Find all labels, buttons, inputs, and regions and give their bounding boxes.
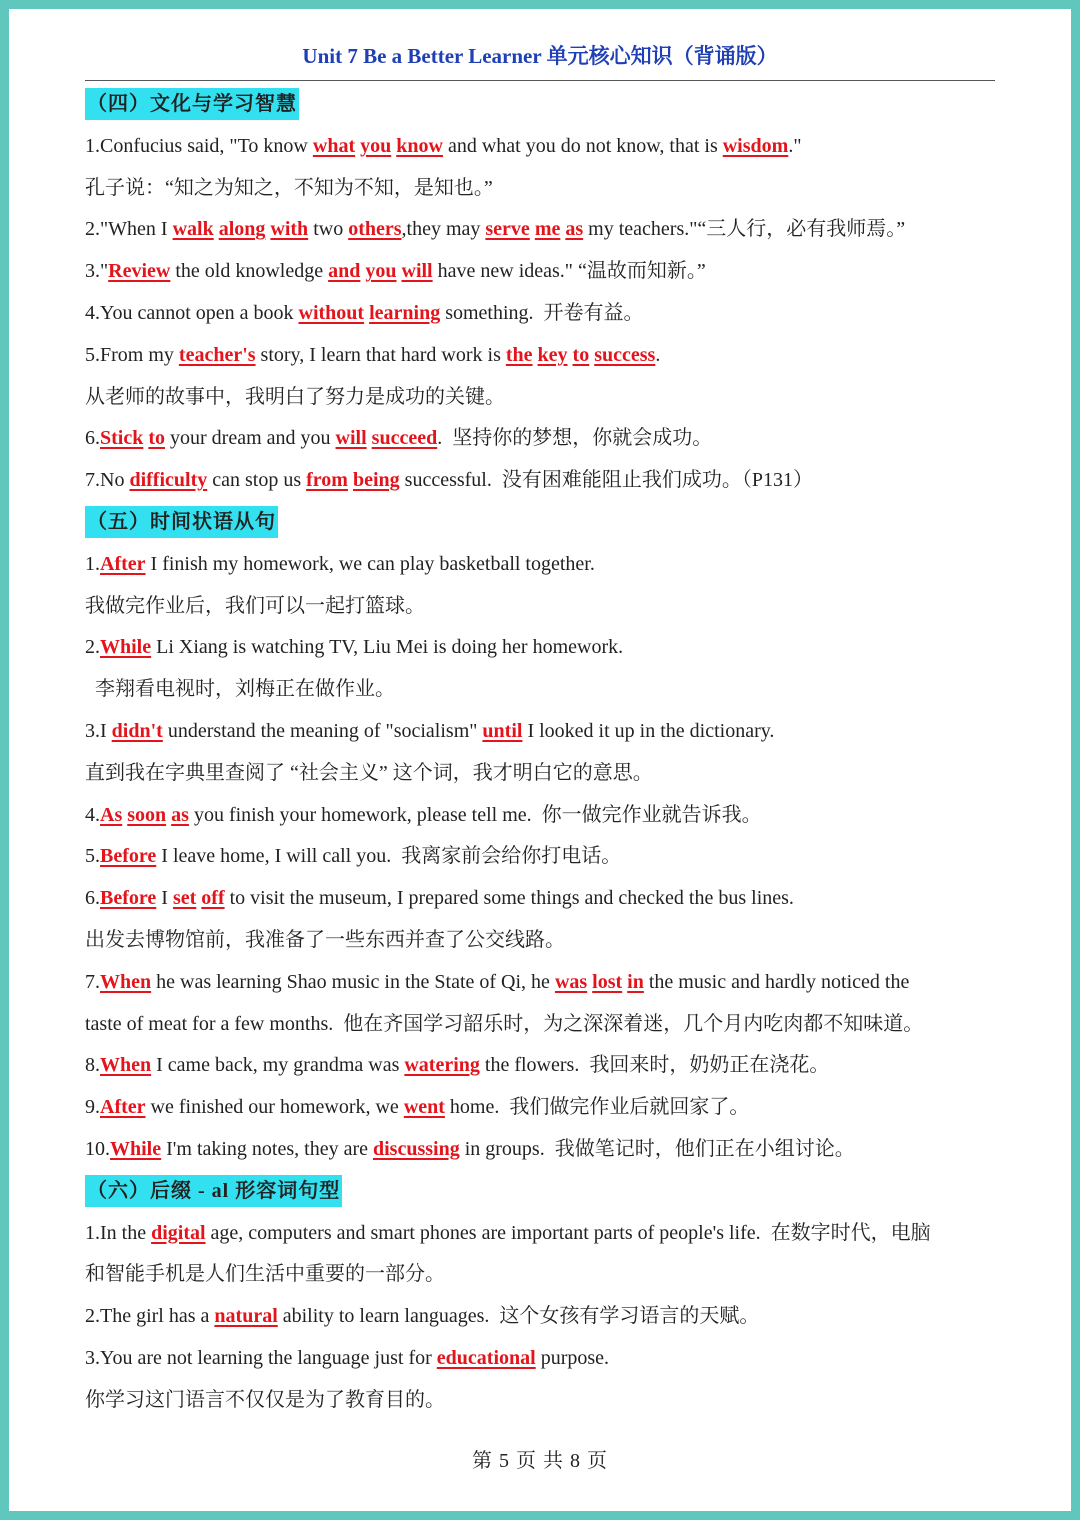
key-phrase: you bbox=[365, 260, 397, 283]
key-phrase: know bbox=[396, 134, 443, 157]
text-run: 4.You cannot open a book bbox=[85, 301, 299, 324]
key-phrase: to bbox=[148, 427, 166, 450]
text-run: have new ideas." “温故而知新。” bbox=[432, 260, 706, 283]
text-run: the old knowledge bbox=[170, 260, 329, 283]
text-run: successful. 没有困难能阻止我们成功。（P131） bbox=[399, 469, 813, 492]
key-phrase: discussing bbox=[373, 1137, 460, 1160]
text-line bbox=[85, 627, 1000, 669]
text-run: 5. bbox=[85, 845, 100, 868]
text-run: 6. bbox=[85, 887, 100, 910]
text-run: to visit the museum, I prepared some things and checked the bus lines. bbox=[224, 887, 794, 910]
text-run: 1. bbox=[85, 552, 100, 575]
key-phrase: watering bbox=[404, 1054, 480, 1077]
text-line bbox=[85, 126, 1000, 168]
key-phrase: what bbox=[312, 134, 356, 157]
text-run: I finish my homework, we can play basketball together. bbox=[145, 552, 595, 575]
key-phrase: While bbox=[110, 1137, 162, 1160]
key-phrase: serve bbox=[485, 218, 530, 241]
text-line bbox=[85, 1129, 1000, 1171]
text-line bbox=[85, 878, 1000, 920]
text-line bbox=[85, 836, 1000, 878]
key-phrase: along bbox=[218, 218, 266, 241]
key-phrase: went bbox=[403, 1096, 445, 1119]
text-run: 3.I bbox=[85, 719, 112, 742]
key-phrase: without bbox=[298, 301, 365, 324]
text-run: 2. bbox=[85, 636, 100, 659]
text-run: Li Xiang is watching TV, Liu Mei is doing her homework. bbox=[151, 636, 624, 659]
key-phrase: being bbox=[352, 469, 400, 492]
text-line bbox=[85, 962, 1000, 1004]
text-line bbox=[85, 418, 1000, 460]
text-run: 2.The girl has a bbox=[85, 1305, 215, 1328]
key-phrase: didn't bbox=[111, 719, 163, 742]
text-run: two bbox=[308, 218, 349, 241]
key-phrase: While bbox=[100, 636, 152, 659]
text-run: 9. bbox=[85, 1096, 100, 1119]
key-phrase: Before bbox=[100, 887, 157, 910]
text-run: I came back, my grandma was bbox=[151, 1054, 405, 1077]
key-phrase: until bbox=[482, 719, 523, 742]
key-phrase: After bbox=[100, 1096, 146, 1119]
text-run: age, computers and smart phones are important parts of people's life. 在数字时代，电脑 bbox=[205, 1221, 931, 1244]
text-line bbox=[85, 335, 1000, 377]
text-run: 孔子说：“知之为知之，不知为不知，是知也。” bbox=[85, 176, 493, 199]
text-line bbox=[85, 209, 1000, 251]
header-divider bbox=[85, 80, 995, 81]
section-heading: （五）时间状语从句 bbox=[85, 506, 278, 538]
text-line bbox=[85, 377, 1000, 419]
text-run: in groups. 我做笔记时，他们正在小组讨论。 bbox=[459, 1137, 855, 1160]
key-phrase: to bbox=[572, 343, 590, 366]
key-phrase: educational bbox=[436, 1346, 536, 1369]
page-header-title: Unit 7 Be a Better Learner 单元核心知识（背诵版） bbox=[302, 44, 778, 68]
key-phrase: teacher's bbox=[178, 343, 256, 366]
key-phrase: wisdom bbox=[722, 134, 789, 157]
text-run: 从老师的故事中，我明白了努力是成功的关键。 bbox=[85, 385, 505, 408]
text-line bbox=[85, 251, 1000, 293]
text-line bbox=[85, 586, 1000, 628]
key-phrase: the bbox=[505, 343, 533, 366]
text-run: your dream and you bbox=[165, 427, 336, 450]
text-line bbox=[85, 920, 1000, 962]
section-heading-row bbox=[85, 84, 1000, 126]
text-line bbox=[85, 1045, 1000, 1087]
section-heading: （四）文化与学习智慧 bbox=[85, 88, 299, 120]
text-line bbox=[85, 669, 1000, 711]
text-run: the flowers. 我回来时，奶奶正在浇花。 bbox=[479, 1054, 830, 1077]
key-phrase: success bbox=[594, 343, 656, 366]
key-phrase: as bbox=[565, 218, 584, 241]
key-phrase: digital bbox=[151, 1221, 206, 1244]
text-run: purpose. bbox=[535, 1346, 610, 1369]
document-body bbox=[85, 84, 1000, 1422]
key-phrase: Before bbox=[100, 845, 157, 868]
text-run: 2."When I bbox=[85, 218, 173, 241]
key-phrase: off bbox=[201, 887, 225, 910]
text-run: taste of meat for a few months. 他在齐国学习韶乐时，为之深深着迷，几个月内吃肉都不知味道。 bbox=[85, 1012, 924, 1035]
key-phrase: Stick bbox=[100, 427, 144, 450]
key-phrase: soon bbox=[127, 803, 167, 826]
key-phrase: will bbox=[401, 260, 433, 283]
text-run: ." bbox=[788, 134, 802, 157]
key-phrase: in bbox=[627, 970, 644, 993]
key-phrase: natural bbox=[214, 1305, 278, 1328]
text-run: we finished our homework, we bbox=[145, 1096, 404, 1119]
text-run: 你学习这门语言不仅仅是为了教育目的。 bbox=[85, 1388, 445, 1411]
section-heading-row bbox=[85, 1171, 1000, 1213]
text-line bbox=[85, 1380, 1000, 1422]
text-line bbox=[85, 1087, 1000, 1129]
text-run: something. 开卷有益。 bbox=[440, 301, 644, 324]
key-phrase: When bbox=[100, 1054, 152, 1077]
text-line bbox=[85, 1004, 1000, 1046]
text-run: 直到我在字典里查阅了 “社会主义” 这个词，我才明白它的意思。 bbox=[85, 761, 653, 784]
text-run: 7.No bbox=[85, 469, 130, 492]
text-line bbox=[85, 1338, 1000, 1380]
key-phrase: When bbox=[100, 970, 152, 993]
text-run: 李翔看电视时，刘梅正在做作业。 bbox=[85, 678, 395, 701]
key-phrase: set bbox=[172, 887, 197, 910]
text-run: 4. bbox=[85, 803, 100, 826]
text-run: 7. bbox=[85, 970, 100, 993]
key-phrase: succeed bbox=[371, 427, 438, 450]
section-heading: （六）后缀 - al 形容词句型 bbox=[85, 1175, 342, 1207]
text-run: 出发去博物馆前，我准备了一些东西并查了公交线路。 bbox=[85, 928, 565, 951]
key-phrase: others bbox=[348, 218, 402, 241]
key-phrase: and bbox=[328, 260, 361, 283]
text-run: can stop us bbox=[207, 469, 307, 492]
key-phrase: difficulty bbox=[129, 469, 208, 492]
text-run: home. 我们做完作业后就回家了。 bbox=[444, 1096, 750, 1119]
key-phrase: Review bbox=[108, 260, 171, 283]
text-run: . bbox=[655, 343, 661, 366]
text-run: 和智能手机是人们生活中重要的一部分。 bbox=[85, 1263, 445, 1286]
text-run: I looked it up in the dictionary. bbox=[522, 719, 775, 742]
text-line bbox=[85, 293, 1000, 335]
key-phrase: walk bbox=[172, 218, 214, 241]
text-run: 1.In the bbox=[85, 1221, 152, 1244]
key-phrase: will bbox=[335, 427, 367, 450]
text-run: 5.From my bbox=[85, 343, 179, 366]
text-run: understand the meaning of "socialism" bbox=[162, 719, 483, 742]
text-line bbox=[85, 795, 1000, 837]
text-run: my teachers."“三人行，必有我师焉。” bbox=[583, 218, 906, 241]
text-line bbox=[85, 1296, 1000, 1338]
text-run: the music and hardly noticed the bbox=[643, 970, 910, 993]
key-phrase: After bbox=[100, 552, 146, 575]
key-phrase: lost bbox=[592, 970, 623, 993]
text-line bbox=[85, 753, 1000, 795]
key-phrase: as bbox=[171, 803, 189, 826]
section-heading-row bbox=[85, 502, 1000, 544]
text-run: 8. bbox=[85, 1054, 100, 1077]
text-run: ability to learn languages. 这个女孩有学习语言的天赋。 bbox=[277, 1305, 760, 1328]
text-run: I leave home, I will call you. 我离家前会给你打电话。 bbox=[156, 845, 622, 868]
text-run: ,they may bbox=[401, 218, 486, 241]
text-run: 我做完作业后，我们可以一起打篮球。 bbox=[85, 594, 425, 617]
text-run: 3.You are not learning the language just for bbox=[85, 1346, 437, 1369]
text-run: . 坚持你的梦想，你就会成功。 bbox=[437, 427, 713, 450]
text-line bbox=[85, 460, 1000, 502]
text-line bbox=[85, 1254, 1000, 1296]
key-phrase: was bbox=[554, 970, 588, 993]
key-phrase: learning bbox=[369, 301, 441, 324]
key-phrase: me bbox=[534, 218, 561, 241]
text-run: and what you do not know, that is bbox=[442, 134, 723, 157]
text-run: 1.Confucius said, "To know bbox=[85, 134, 313, 157]
key-phrase: from bbox=[306, 469, 348, 492]
key-phrase: you bbox=[360, 134, 392, 157]
text-run: story, I learn that hard work is bbox=[255, 343, 506, 366]
text-line bbox=[85, 544, 1000, 586]
key-phrase: key bbox=[537, 343, 568, 366]
text-line bbox=[85, 1213, 1000, 1255]
key-phrase: with bbox=[270, 218, 309, 241]
text-run: you finish your homework, please tell me. 你一做完作业就告诉我。 bbox=[188, 803, 762, 826]
text-run: I'm taking notes, they are bbox=[161, 1137, 373, 1160]
text-run: I bbox=[156, 887, 173, 910]
text-line bbox=[85, 168, 1000, 210]
key-phrase: As bbox=[100, 803, 123, 826]
text-run: 6. bbox=[85, 427, 100, 450]
text-run: 10. bbox=[85, 1137, 110, 1160]
text-line bbox=[85, 711, 1000, 753]
text-run: 3." bbox=[85, 260, 109, 283]
text-run: he was learning Shao music in the State of Qi, he bbox=[151, 970, 555, 993]
page-footer: 第 5 页 共 8 页 bbox=[472, 1450, 608, 1472]
